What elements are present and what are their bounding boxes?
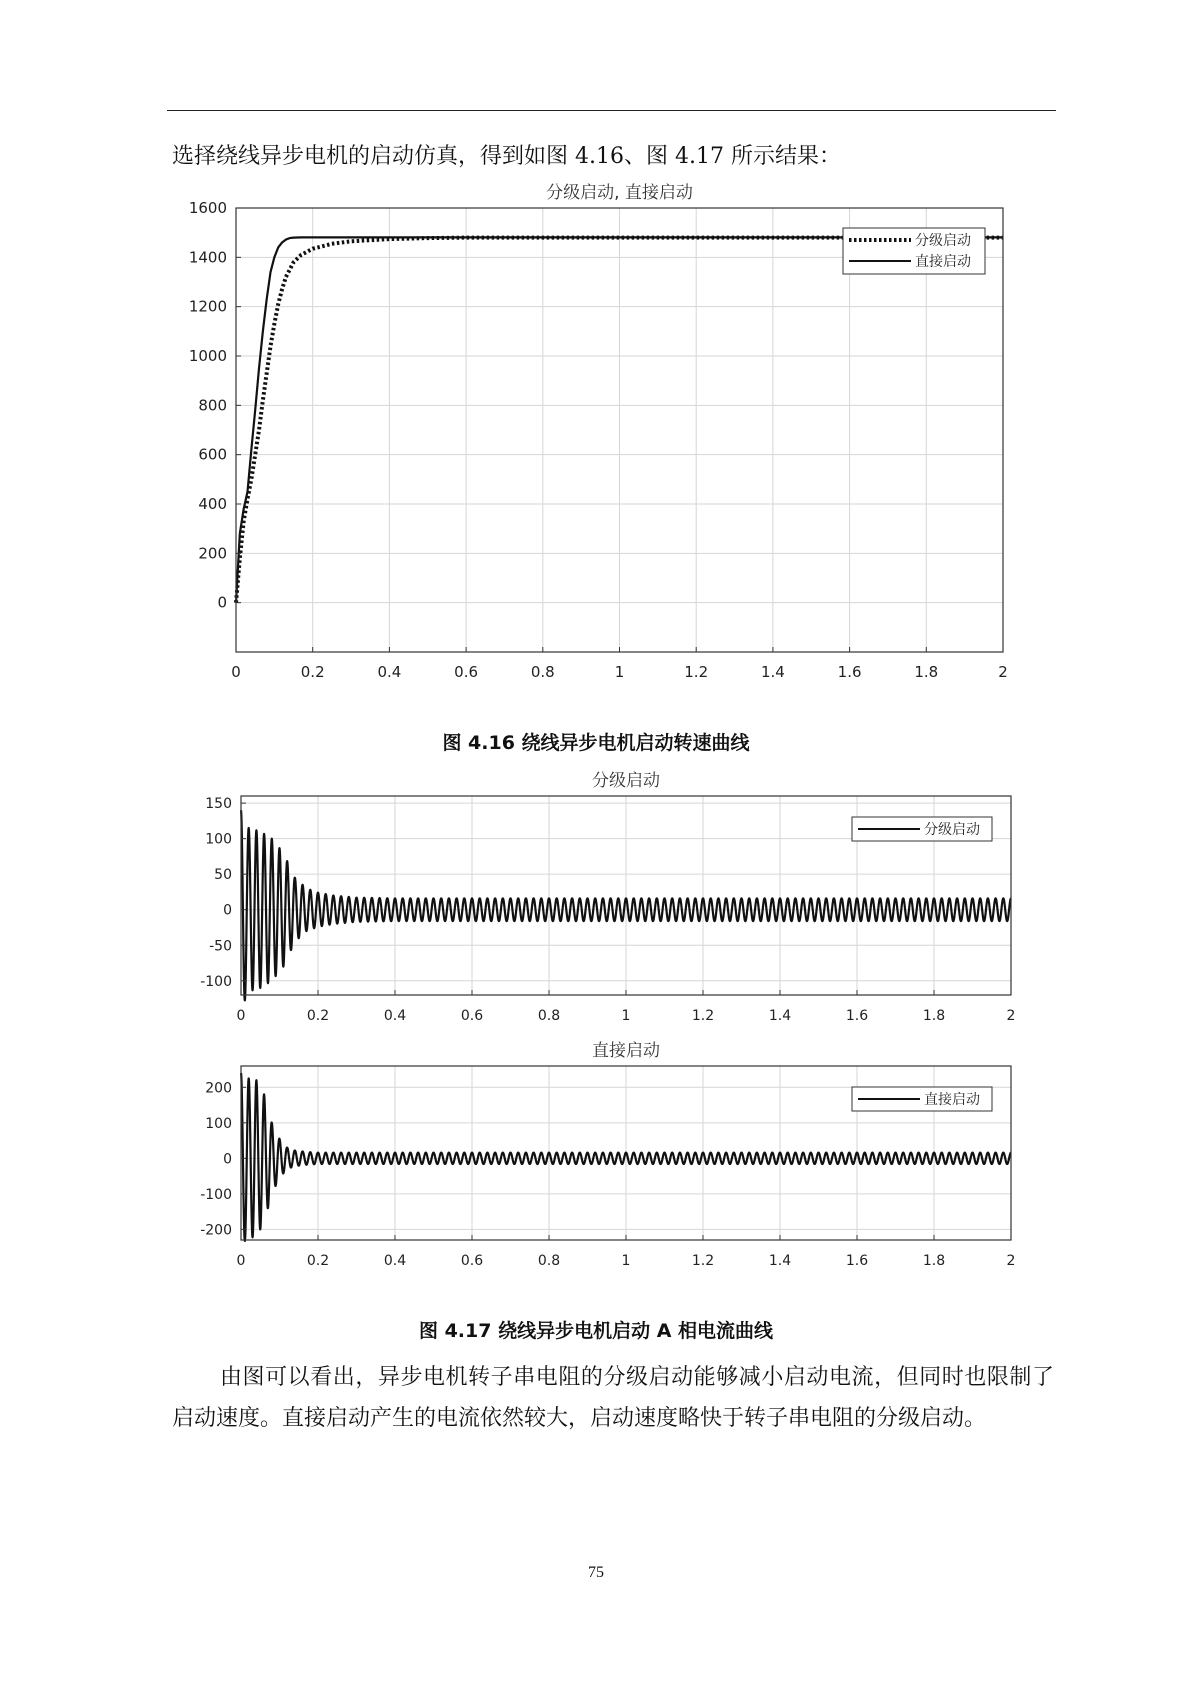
figure-caption-4-17: 图 4.17 绕线异步电机启动 A 相电流曲线 bbox=[418, 1320, 774, 1342]
x-tick-label: 1 bbox=[621, 1253, 631, 1269]
chart-title: 直接启动 bbox=[592, 1041, 660, 1061]
x-tick-label: 1.8 bbox=[914, 663, 939, 681]
y-tick-label: 400 bbox=[198, 495, 227, 513]
x-tick-label: 1.4 bbox=[760, 663, 785, 681]
y-tick-label: 150 bbox=[205, 796, 232, 813]
y-tick-label: 1000 bbox=[188, 347, 227, 365]
x-tick-label: 1.2 bbox=[691, 1008, 715, 1024]
x-tick-label: 1.2 bbox=[684, 663, 709, 681]
x-tick-label: 0.2 bbox=[306, 1253, 330, 1269]
x-tick-label: 0.2 bbox=[300, 663, 325, 681]
x-tick-label: 1 bbox=[621, 1008, 631, 1024]
legend-label: 直接启动 bbox=[915, 254, 971, 270]
chart-title: 分级启动, 直接启动 bbox=[546, 183, 693, 203]
x-tick-label: 1 bbox=[614, 663, 625, 681]
y-tick-label: 100 bbox=[205, 831, 232, 848]
x-tick-label: 1.2 bbox=[691, 1253, 715, 1269]
y-tick-label: 1200 bbox=[188, 297, 227, 316]
x-tick-label: 0.8 bbox=[530, 663, 555, 681]
legend-label: 分级启动 bbox=[915, 233, 971, 249]
x-tick-label: 0.8 bbox=[537, 1253, 561, 1269]
x-tick-label: 0.6 bbox=[460, 1008, 484, 1024]
conclusion-paragraph: 由图可以看出，异步电机转子串电阻的分级启动能够减小启动电流，但同时也限制了启动速度。直接启动产生的电流依然较大，启动速度略快于转子串电阻的分级启动。 bbox=[172, 1365, 1054, 1431]
y-tick-label: 0 bbox=[223, 1151, 232, 1168]
chart-title: 分级启动 bbox=[592, 771, 660, 791]
y-tick-label: 600 bbox=[198, 445, 227, 464]
x-tick-label: 0.6 bbox=[454, 663, 479, 681]
x-tick-label: 0.8 bbox=[537, 1008, 561, 1024]
y-tick-label: -200 bbox=[200, 1222, 232, 1239]
x-tick-label: 1.4 bbox=[768, 1008, 792, 1024]
x-tick-label: 0.4 bbox=[383, 1253, 407, 1269]
x-tick-label: 0 bbox=[236, 1008, 246, 1024]
x-tick-label: 2 bbox=[1006, 1008, 1016, 1024]
y-tick-label: 50 bbox=[214, 867, 232, 884]
legend-label: 直接启动 bbox=[924, 1092, 980, 1108]
y-tick-label: 1600 bbox=[188, 199, 227, 217]
y-tick-label: 100 bbox=[205, 1115, 232, 1132]
y-tick-label: -50 bbox=[209, 938, 232, 955]
x-tick-label: 1.4 bbox=[768, 1253, 792, 1269]
page-number: 75 bbox=[588, 1564, 604, 1581]
y-tick-label: 1400 bbox=[188, 248, 227, 267]
x-tick-label: 2 bbox=[998, 663, 1008, 681]
y-tick-label: 200 bbox=[198, 544, 227, 563]
intro-paragraph: 选择绕线异步电机的启动仿真，得到如图 4.16、图 4.17 所示结果： bbox=[172, 144, 841, 169]
x-tick-label: 0.2 bbox=[306, 1008, 330, 1024]
x-tick-label: 1.6 bbox=[845, 1253, 869, 1269]
x-tick-label: 1.6 bbox=[845, 1008, 869, 1024]
y-tick-label: -100 bbox=[200, 1186, 232, 1203]
y-tick-label: 200 bbox=[205, 1080, 232, 1097]
x-tick-label: 1.8 bbox=[922, 1008, 946, 1024]
x-tick-label: 0.6 bbox=[460, 1253, 484, 1269]
x-tick-label: 2 bbox=[1006, 1253, 1016, 1269]
y-tick-label: 0 bbox=[217, 593, 227, 612]
x-tick-label: 0 bbox=[231, 663, 241, 681]
legend-label: 分级启动 bbox=[924, 822, 980, 838]
y-tick-label: 0 bbox=[223, 902, 232, 919]
x-tick-label: 1.6 bbox=[837, 663, 862, 681]
x-tick-label: 0 bbox=[236, 1253, 246, 1269]
y-tick-label: -100 bbox=[200, 973, 232, 990]
y-tick-label: 800 bbox=[198, 396, 227, 415]
x-tick-label: 1.8 bbox=[922, 1253, 946, 1269]
x-tick-label: 0.4 bbox=[383, 1008, 407, 1024]
x-tick-label: 0.4 bbox=[377, 663, 402, 681]
figure-caption-4-16: 图 4.16 绕线异步电机启动转速曲线 bbox=[442, 732, 750, 754]
